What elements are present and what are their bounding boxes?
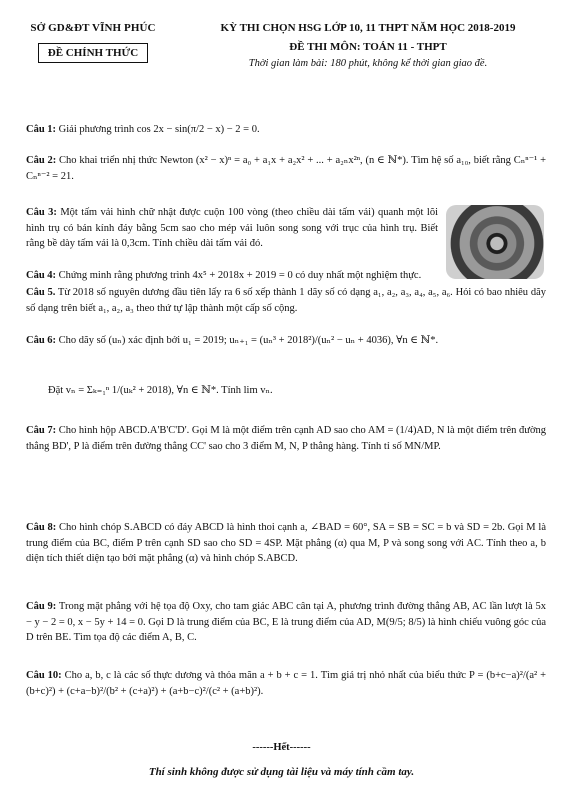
question-text: Một tấm vải hình chữ nhật được cuộn 100 vòng (theo chiều dài tấm vải) quanh một lõi hình trụ có bán kính đáy bằng 5cm sao cho mép vải luôn song song với trục của hình trụ. Biết rằng bề dày tấm vải là 0,3cm. Tính chiều dài tấm vải đó. bbox=[26, 207, 438, 249]
question-1 bbox=[26, 122, 546, 138]
header-left bbox=[18, 22, 168, 63]
question-3 bbox=[26, 205, 438, 252]
question-2 bbox=[26, 153, 546, 184]
footer-note: Thí sinh không được sử dụng tài liệu và máy tính cầm tay. bbox=[148, 766, 415, 778]
department-name: SỞ GD&ĐT VĨNH PHÚC bbox=[30, 22, 156, 34]
question-text: Cho dãy số (uₙ) xác định bởi u₁ = 2019; uₙ₊₁ = (uₙ³ + 2018²)/(uₙ² − uₙ + 4036), ∀n ∈ ℕ*. bbox=[58, 335, 439, 346]
question-text: Từ 2018 số nguyên dương đầu tiên lấy ra 6 số xếp thành 1 dãy số có dạng a₁, a₂, a₃, a₄, a₅, a₆. Hỏi có bao nhiêu dãy số dạng trên biết a₁, a₂, a₃ theo thứ tự lập thành một cấp số cộng. bbox=[26, 287, 546, 314]
exam-time: Thời gian làm bài: 180 phút, không kể thời gian giao đề. bbox=[248, 58, 488, 69]
question-text: Giải phương trình cos 2x − sin(π/2 − x) − 2 = 0. bbox=[58, 124, 260, 135]
question-text: Cho a, b, c là các số thực dương và thỏa mãn a + b + c = 1. Tìm giá trị nhỏ nhất của biểu thức P = (b+c−a)²/(a² + (b+c)²) + (c+a−b)²/(b² + (c+a)²) + (a+b−c)²/(c² + (a+b)²). bbox=[26, 670, 547, 697]
question-10 bbox=[26, 668, 546, 699]
exam-title: KỲ THI CHỌN HSG LỚP 10, 11 THPT NĂM HỌC 2018-2019 bbox=[220, 22, 516, 34]
question-text: Trong mặt phẳng với hệ tọa độ Oxy, cho tam giác ABC cân tại A, phương trình đường thẳng AB, AC lần lượt là 5x − y − 2 = 0, x − 5y + 14 = 0. Gọi D là trung điểm của BC, E là trung điểm của AD, M(9/5; 8/5) là hình chiếu vuông góc của D trên BE. Tìm tọa độ các điểm A, B, C. bbox=[26, 601, 546, 643]
exam-subject: ĐỀ THI MÔN: TOÁN 11 - THPT bbox=[289, 41, 447, 53]
question-label: Câu 6: bbox=[26, 335, 57, 346]
question-9 bbox=[26, 599, 546, 646]
question-6-continued bbox=[48, 383, 546, 399]
question-5 bbox=[26, 285, 546, 316]
question-text: Đặt vₙ = Σₖ₌₁ⁿ 1/(uₖ² + 2018), ∀n ∈ ℕ*. Tính lim vₙ. bbox=[48, 385, 273, 396]
question-text: Cho hình chóp S.ABCD có đáy ABCD là hình thoi cạnh a, ∠BAD = 60°, SA = SB = SC = b và SD = 2b. Gọi M là trung điểm của BC, điểm P trên cạnh SD sao cho SD = 4SP. Mặt phẳng (α) qua M, P và song song với AC. Tính theo a, b diện tích thiết diện tạo bởi mặt phẳng (α) và hình chóp S.ABCD. bbox=[26, 522, 547, 564]
question-text: Chứng minh rằng phương trình 4x⁵ + 2018x + 2019 = 0 có duy nhất một nghiệm thực. bbox=[58, 270, 422, 281]
question-label: Câu 5. bbox=[26, 287, 56, 298]
question-label: Câu 4: bbox=[26, 270, 57, 281]
end-mark: ------Hết------ bbox=[252, 742, 311, 753]
question-8 bbox=[26, 520, 546, 567]
question-text: Cho khai triển nhị thức Newton (x² − x)ⁿ = a₀ + a₁x + a₂x² + ... + a₂ₙx²ⁿ, (n ∈ ℕ*). Tìm hệ số a₁₀, biết rằng Cₙⁿ⁻¹ + Cₙⁿ⁻² = 21. bbox=[26, 155, 547, 182]
question-label: Câu 2: bbox=[26, 155, 57, 166]
question-label: Câu 8: bbox=[26, 522, 57, 533]
question-7 bbox=[26, 423, 546, 454]
question-label: Câu 10: bbox=[26, 670, 62, 681]
official-label: ĐỀ CHÍNH THỨC bbox=[38, 43, 148, 63]
question-6 bbox=[26, 333, 546, 349]
question-label: Câu 7: bbox=[26, 425, 57, 436]
header-right bbox=[182, 22, 554, 69]
question-label: Câu 9: bbox=[26, 601, 57, 612]
question-label: Câu 1: bbox=[26, 124, 57, 135]
question-text: Cho hình hộp ABCD.A'B'C'D'. Gọi M là một điểm trên cạnh AD sao cho AM = (1/4)AD, N là một điểm trên đường thẳng BD', P là điểm trên đường thẳng CC' sao cho 3 điểm M, N, P thẳng hàng. Tính tỉ số MN/MP. bbox=[26, 425, 547, 452]
question-4 bbox=[26, 268, 546, 284]
question-label: Câu 3: bbox=[26, 207, 57, 218]
